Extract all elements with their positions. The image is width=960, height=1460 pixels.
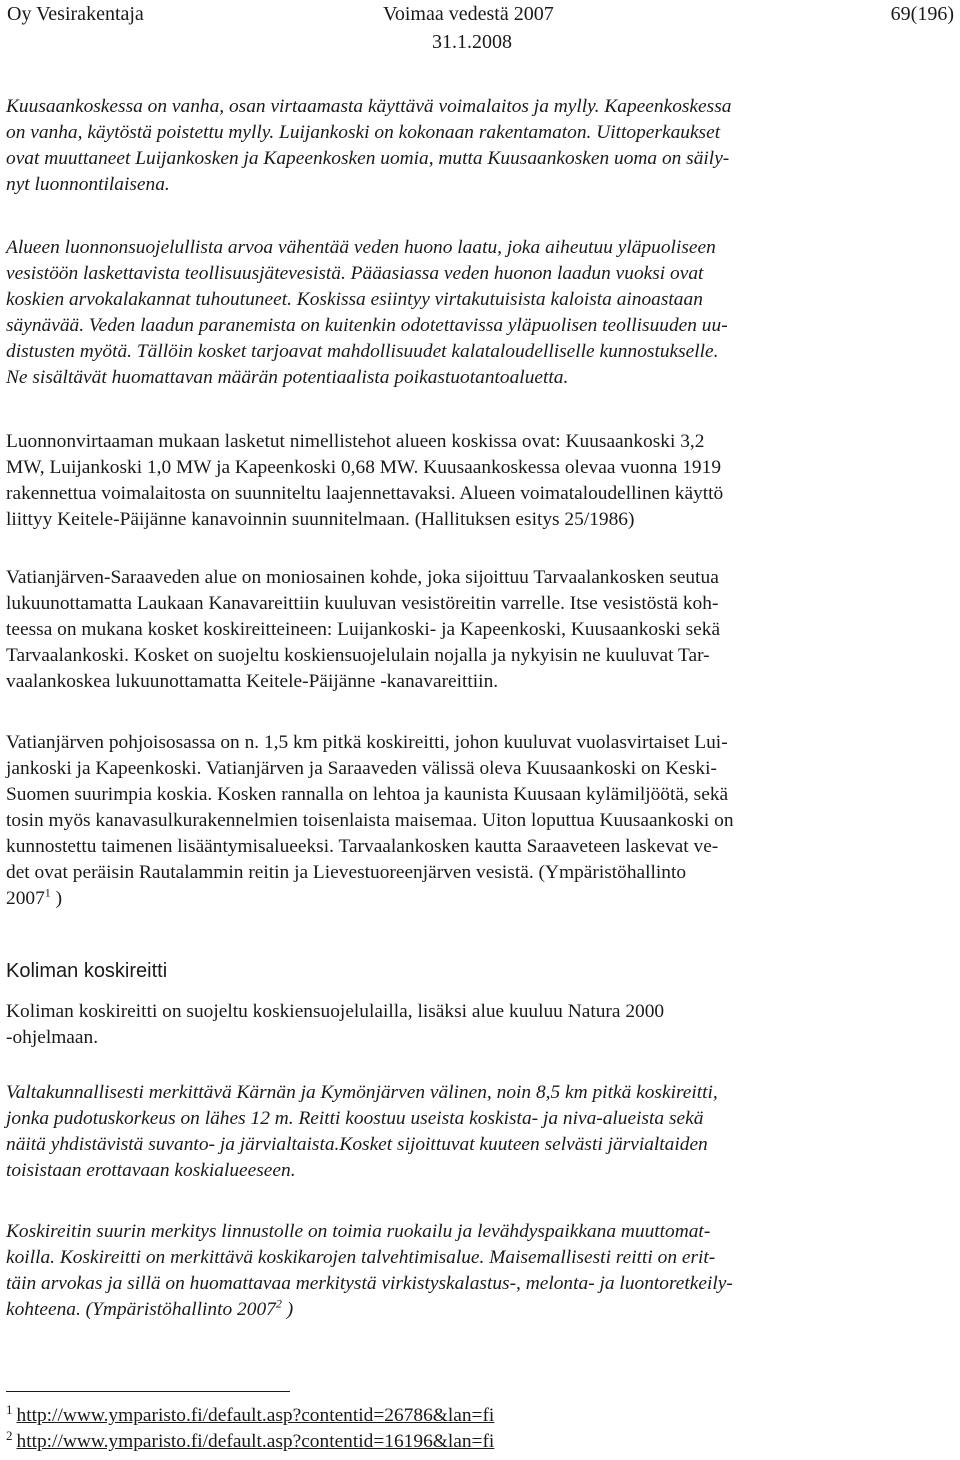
footnote-number: 2 xyxy=(6,1428,13,1443)
citation-close: ) xyxy=(50,888,63,909)
paragraph-line: jonka pudotuskorkeus on lähes 12 m. Reitti koostuu useista koskista- ja niva-alueista sekä xyxy=(6,1108,704,1129)
paragraph-line: Suomen suurimpia koskia. Kosken rannalla on lehtoa ja kaunista Kuusaan kylämiljöötä, sekä xyxy=(6,784,729,805)
header-date: 31.1.2008 xyxy=(432,31,512,53)
paragraph-line: Vatianjärven pohjoisosassa on n. 1,5 km pitkä koskireitti, johon kuuluvat vuolasvirtaiset Lui- xyxy=(6,732,728,753)
paragraph-line: distusten myötä. Tällöin kosket tarjoavat mahdollisuudet kalataloudelliselle kunnostukselle. xyxy=(6,341,719,362)
header-page-number: 69(196) xyxy=(890,3,954,25)
paragraph-line: koilla. Koskireitti on merkittävä koskikarojen talvehtimisalue. Maisemallisesti reitti on erit- xyxy=(6,1247,716,1268)
paragraph-line: kunnostettu taimenen lisääntymisalueeksi. Tarvaalankosken kautta Saraaveteen laskevat ve- xyxy=(6,836,719,857)
paragraph-line: ovat muuttaneet Luijankosken ja Kapeenkosken uomia, mutta Kuusaankosken uoma on säily- xyxy=(6,148,730,169)
paragraph-line: nyt luonnontilaisena. xyxy=(6,174,170,195)
footnote-link[interactable]: http://www.ymparisto.fi/default.asp?contentid=26786&lan=fi xyxy=(16,1405,495,1426)
paragraph-line: Koliman koskireitti on suojeltu koskiensuojelulailla, lisäksi alue kuuluu Natura 2000 xyxy=(6,1001,665,1022)
paragraph-line: Alueen luonnonsuojelullista arvoa vähentää veden huono laatu, joka aiheutuu yläpuoliseen xyxy=(6,237,716,258)
citation-text: 2007 xyxy=(6,888,45,909)
paragraph-line: toisistaan erottavaan koskialueeseen. xyxy=(6,1160,296,1181)
paragraph-line: jankoski ja Kapeenkoski. Vatianjärven ja Saraaveden välissä oleva Kuusaankoski on Keski- xyxy=(6,758,717,779)
paragraph-line: Luonnonvirtaaman mukaan lasketut nimellistehot alueen koskissa ovat: Kuusaankoski 3,2 xyxy=(6,431,705,452)
paragraph-line: näitä yhdistävistä suvanto- ja järvialtaista.Kosket sijoittuvat kuuteen selvästi järvialtaiden xyxy=(6,1134,708,1155)
footnote-1 xyxy=(6,1404,494,1429)
citation-close: ) xyxy=(281,1299,294,1320)
footnote-reference[interactable]: 1 xyxy=(44,885,51,900)
footnote-number: 1 xyxy=(6,1402,13,1417)
paragraph-line: lukuunottamatta Laukaan Kanavareittiin kuuluvan vesistöreitin varrelle. Itse vesistöstä koh- xyxy=(6,593,719,614)
paragraph-line: on vanha, käytöstä poistettu mylly. Luijankoski on kokonaan rakentamaton. Uittoperkaukset xyxy=(6,122,721,143)
paragraph-line: Valtakunnallisesti merkittävä Kärnän ja Kymönjärven välinen, noin 8,5 km pitkä koskireitti, xyxy=(6,1082,718,1103)
footnote-rule xyxy=(6,1391,290,1392)
header-title: Voimaa vedestä 2007 xyxy=(383,3,554,25)
paragraph-line: Koskireitin suurin merkitys linnustolle on toimia ruokailu ja levähdyspaikkana muuttomat- xyxy=(6,1221,711,1242)
paragraph-line: rakennettua voimalaitosta on suunniteltu laajennettavaksi. Alueen voimataloudellinen käyttö xyxy=(6,483,724,504)
paragraph-line: vesistöön laskettavista teollisuusjätevesistä. Pääasiassa veden huonon laadun vuoksi ovat xyxy=(6,263,704,284)
paragraph-line xyxy=(6,886,62,912)
paragraph-line xyxy=(6,1297,293,1323)
footnote-link[interactable]: http://www.ymparisto.fi/default.asp?contentid=16196&lan=fi xyxy=(16,1431,495,1452)
section-heading: Koliman koskireitti xyxy=(6,960,168,982)
paragraph-line: Tarvaalankoski. Kosket on suojeltu koskiensuojelulain nojalla ja nykyisin ne kuuluvat Tar- xyxy=(6,645,710,666)
paragraph-line: säynävää. Veden laadun paranemista on kuitenkin odotettavissa yläpuolisen teollisuuden uu- xyxy=(6,315,728,336)
footnote-reference[interactable]: 2 xyxy=(275,1296,282,1311)
paragraph-line: det ovat peräisin Rautalammin reitin ja Lievestuoreenjärven vesistä. (Ympäristöhallinto xyxy=(6,862,687,883)
paragraph-line: -ohjelmaan. xyxy=(6,1027,99,1048)
paragraph-line: koskien arvokalakannat tuhoutuneet. Koskissa esiintyy virtakutuisista kaloista ainoastaan xyxy=(6,289,703,310)
paragraph-line: MW, Luijankoski 1,0 MW ja Kapeenkoski 0,68 MW. Kuusaankoskessa olevaa vuonna 1919 xyxy=(6,457,722,478)
citation-text: kohteena. (Ympäristöhallinto 2007 xyxy=(6,1299,276,1320)
paragraph-line: liittyy Keitele-Päijänne kanavoinnin suunnitelmaan. (Hallituksen esitys 25/1986) xyxy=(6,509,635,530)
paragraph-line: Vatianjärven-Saraaveden alue on moniosainen kohde, joka sijoittuu Tarvaalankosken seutua xyxy=(6,567,719,588)
paragraph-line: Ne sisältävät huomattavan määrän potentiaalista poikastuotantoaluetta. xyxy=(6,367,569,388)
header-company: Oy Vesirakentaja xyxy=(7,3,144,25)
footnote-2 xyxy=(6,1430,494,1455)
paragraph-line: Kuusaankoskessa on vanha, osan virtaamasta käyttävä voimalaitos ja mylly. Kapeenkoskessa xyxy=(6,96,732,117)
paragraph-line: teessa on mukana kosket koskireitteineen: Luijankoski- ja Kapeenkoski, Kuusaankoski sekä xyxy=(6,619,721,640)
paragraph-line: täin arvokas ja sillä on huomattavaa merkitystä virkistyskalastus-, melonta- ja luontoretkeily- xyxy=(6,1273,733,1294)
paragraph-line: tosin myös kanavasulkurakennelmien toisenlaista maisemaa. Uiton loputtua Kuusaankoski on xyxy=(6,810,734,831)
paragraph-line: vaalankoskea lukuunottamatta Keitele-Päijänne -kanavareittiin. xyxy=(6,671,499,692)
